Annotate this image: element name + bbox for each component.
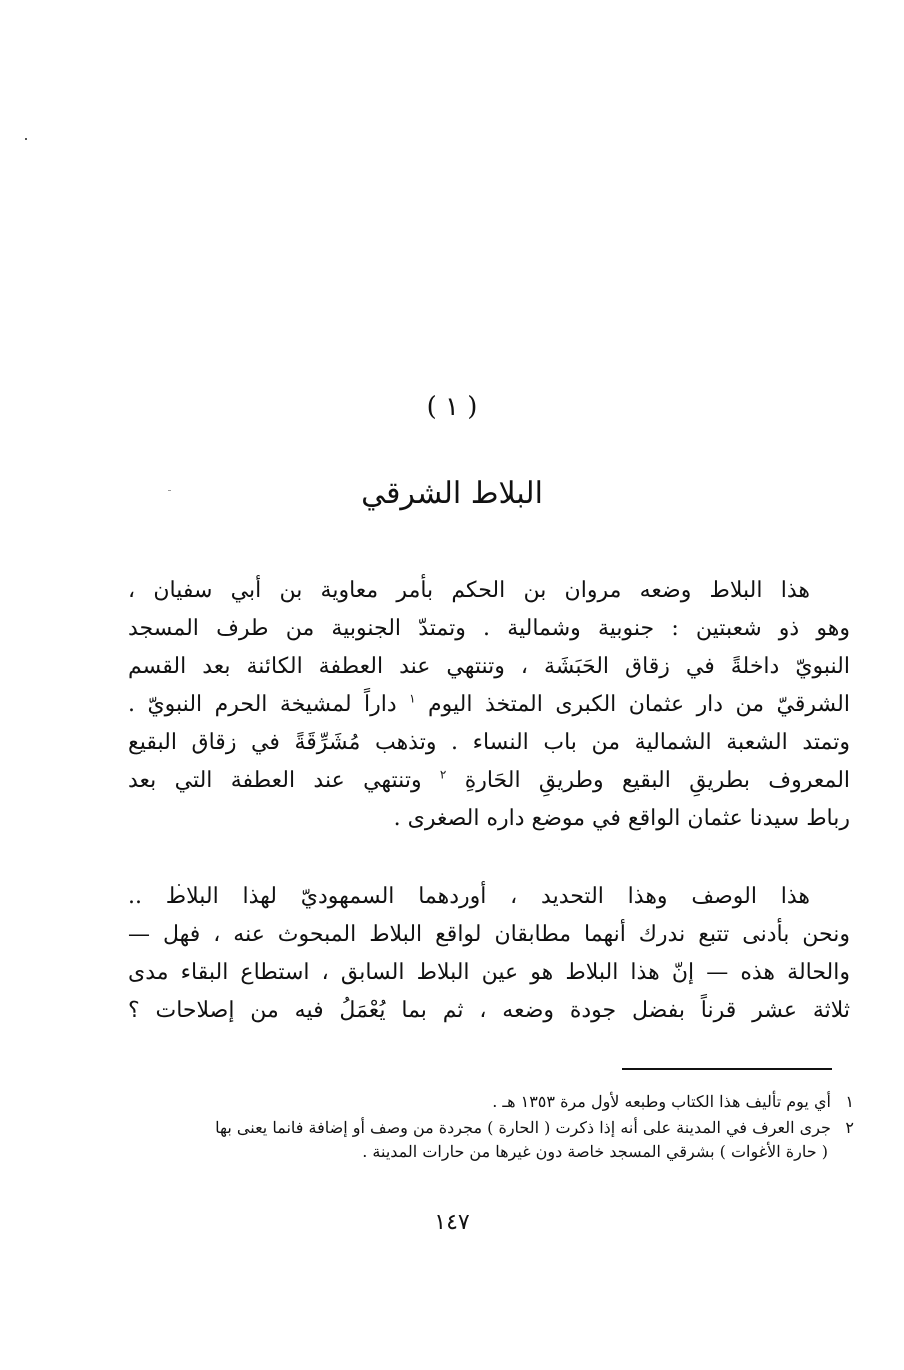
text-line: رباط سيدنا عثمان الواقع في موضع داره الصغرى . bbox=[393, 806, 850, 831]
paragraph-2 bbox=[128, 878, 850, 1030]
footnote-1 bbox=[120, 1090, 854, 1114]
footnote-ref-2[interactable]: ٢ bbox=[439, 767, 447, 782]
text-line: ثلاثة عشر قرناً بفضل جودة وضعه ، ثم بما يُعْمَلُ فيه من إصلاحات ؟ bbox=[128, 998, 850, 1023]
text-line bbox=[128, 762, 850, 800]
text-segment: وتنتهي عند العطفة التي بعد bbox=[128, 768, 422, 793]
footnotes bbox=[120, 1090, 854, 1166]
paragraph-1 bbox=[128, 572, 850, 838]
text-line: وهو ذو شعبتين : جنوبية وشمالية . وتمتدّ الجنوبية من طرف المسجد bbox=[128, 616, 850, 641]
footnote-2 bbox=[120, 1116, 854, 1164]
footnote-number: ٢ bbox=[845, 1118, 854, 1137]
footnote-text: جرى العرف في المدينة على أنه إذا ذكرت ( الحارة ) مجردة من وصف أو إضافة فانما يعنى بها bbox=[215, 1118, 831, 1137]
page-number: ١٤٧ bbox=[434, 1210, 470, 1235]
text-line: هذا البلاط وضعه مروان بن الحكم بأمر معاوية بن أبي سفيان ، bbox=[128, 578, 810, 603]
text-segment: داراً لمشيخة الحرم النبويّ . bbox=[128, 692, 397, 717]
text-segment: المعروف بطريقِ البقيع وطريقِ الحَارةِ bbox=[464, 768, 851, 793]
footnote-divider bbox=[622, 1068, 832, 1070]
text-line: النبويّ داخلةً في زقاق الحَبَشَة ، وتنتهي عند العطفة الكائنة بعد القسم bbox=[128, 654, 850, 679]
text-line bbox=[128, 686, 850, 724]
text-line: والحالة هذه — إنّ هذا البلاط هو عين البلاط السابق ، استطاع البقاء مدى bbox=[128, 960, 850, 985]
text-line: وتمتد الشعبة الشمالية من باب النساء . وتذهب مُشَرِّقَةً في زقاق البقيع bbox=[128, 730, 850, 755]
scan-speck bbox=[25, 138, 27, 140]
text-line: ونحن بأدنى تتبع ندرك أنهما مطابقان لواقع البلاط المبحوث عنه ، فهل — bbox=[128, 922, 850, 947]
chapter-title: البلاط الشرقي bbox=[361, 476, 543, 511]
text-segment: الشرقيّ من دار عثمان الكبرى المتخذ اليوم bbox=[428, 692, 850, 717]
footnote-number: ١ bbox=[845, 1092, 854, 1111]
chapter-number: ( ١ ) bbox=[426, 392, 478, 422]
footnote-continuation: ( حارة الأغوات ) بشرقي المسجد خاصة دون غيرها من حارات المدينة . bbox=[362, 1142, 828, 1161]
footnote-ref-1[interactable]: ١ bbox=[409, 691, 416, 706]
footnote-text: أي يوم تأليف هذا الكتاب وطبعه لأول مرة ١٣٥٣ هـ . bbox=[492, 1092, 831, 1111]
text-line: هذا الوصف وهذا التحديد ، أوردهما السمهوديّ لهذا البلاط .. bbox=[128, 884, 810, 909]
